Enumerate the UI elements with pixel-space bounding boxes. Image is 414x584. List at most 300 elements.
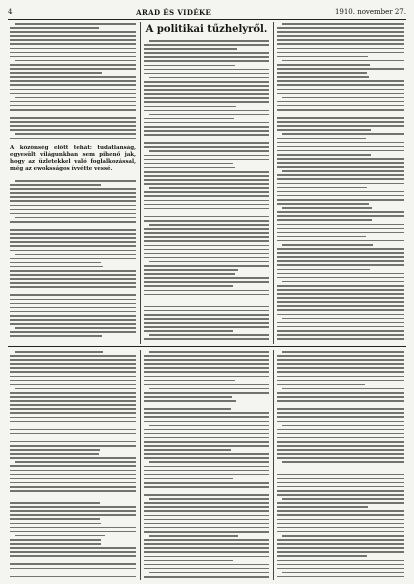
- text-line: [10, 27, 99, 29]
- text-line: [144, 510, 269, 512]
- text-line: [144, 73, 269, 75]
- text-line: [144, 245, 269, 247]
- text-line: [10, 274, 136, 276]
- text-line: [277, 183, 404, 185]
- text-line: [144, 445, 269, 447]
- text-line: [144, 486, 269, 488]
- text-line: [277, 191, 404, 193]
- text-line: [282, 207, 372, 209]
- text-line: [10, 52, 136, 54]
- text-line: [277, 178, 404, 180]
- text-line: [277, 256, 404, 258]
- text-line: [144, 93, 269, 95]
- lower-column-1-text: [10, 351, 136, 580]
- text-line: [10, 80, 136, 82]
- text-line: [10, 355, 136, 357]
- text-line: [10, 400, 136, 402]
- text-line: [144, 355, 269, 357]
- text-line: [277, 371, 404, 373]
- text-line: [277, 478, 404, 480]
- text-line: [277, 248, 404, 250]
- text-line: [277, 101, 404, 103]
- text-line: [277, 441, 404, 443]
- text-line: [277, 380, 404, 382]
- text-line: [277, 162, 404, 164]
- text-line: [277, 555, 367, 557]
- column-divider-3: [140, 350, 141, 580]
- text-line: [10, 109, 136, 111]
- text-line: [277, 309, 404, 311]
- text-line: [277, 355, 404, 357]
- text-line: [10, 363, 136, 365]
- text-line: [277, 285, 404, 287]
- text-line: [10, 105, 136, 107]
- text-line: [282, 97, 404, 99]
- text-line: [10, 125, 136, 127]
- text-line: [144, 326, 269, 328]
- text-line: [144, 502, 269, 504]
- text-line: [277, 215, 404, 217]
- text-line: [282, 498, 404, 500]
- text-line: [10, 396, 136, 398]
- text-line: [15, 217, 136, 219]
- text-line: [10, 502, 100, 504]
- text-line: [10, 64, 136, 66]
- issue-date: 1910. november 27.: [334, 8, 406, 16]
- text-line: [144, 376, 269, 378]
- text-line: [144, 531, 269, 533]
- text-line: [10, 335, 102, 337]
- text-line: [10, 421, 136, 423]
- text-line: [144, 539, 269, 541]
- text-line: [149, 40, 269, 42]
- text-line: [277, 502, 404, 504]
- text-line: [10, 371, 136, 373]
- newspaper-title: ARAD ÉS VIDÉKE: [136, 7, 212, 17]
- text-line: [144, 89, 269, 91]
- text-line: [144, 482, 269, 484]
- text-line: [277, 89, 404, 91]
- text-line: [277, 158, 404, 160]
- text-line: [10, 245, 136, 247]
- text-line: [144, 134, 269, 136]
- text-line: [10, 392, 136, 394]
- text-line: [277, 121, 404, 123]
- text-line: [144, 441, 269, 443]
- text-line: [277, 547, 404, 549]
- page-number: 4: [8, 8, 13, 16]
- text-line: [277, 125, 404, 127]
- text-line: [144, 253, 269, 255]
- text-line: [144, 249, 269, 251]
- text-line: [277, 232, 404, 234]
- text-line: [10, 490, 136, 492]
- text-line: [10, 286, 136, 288]
- text-line: [10, 531, 136, 533]
- text-line: [144, 519, 269, 521]
- text-line: [10, 429, 136, 431]
- text-line: [10, 445, 136, 447]
- text-line: [10, 323, 136, 325]
- column-1-top-text: [10, 23, 136, 143]
- text-line: [144, 330, 233, 332]
- text-line: [277, 412, 404, 414]
- text-line: [277, 539, 404, 541]
- text-line: [277, 219, 372, 221]
- column-2-text: [144, 40, 269, 342]
- text-line: [144, 48, 237, 50]
- text-line: [10, 270, 136, 272]
- text-line: [144, 433, 269, 435]
- text-line: [10, 303, 136, 305]
- text-line: [277, 277, 404, 279]
- text-line: [277, 494, 404, 496]
- text-line: [144, 449, 231, 451]
- text-line: [144, 285, 233, 287]
- text-line: [144, 69, 269, 71]
- text-line: [149, 334, 269, 336]
- text-line: [277, 252, 404, 254]
- text-line: [144, 240, 269, 242]
- text-line: [10, 482, 136, 484]
- text-line: [10, 250, 136, 252]
- text-line: [10, 384, 136, 386]
- text-line: [282, 133, 404, 135]
- text-line: [144, 527, 269, 529]
- text-line: [10, 555, 136, 557]
- text-line: [277, 449, 404, 451]
- text-line: [149, 461, 269, 463]
- text-line: [10, 547, 136, 549]
- text-line: [144, 167, 235, 169]
- text-line: [277, 43, 404, 45]
- header-rule: [8, 19, 406, 20]
- text-line: [15, 351, 103, 353]
- text-line: [277, 453, 404, 455]
- text-line: [10, 457, 136, 459]
- text-line: [144, 122, 269, 124]
- text-line: [15, 388, 136, 390]
- text-line: [277, 84, 404, 86]
- text-line: [144, 85, 269, 87]
- text-line: [144, 277, 269, 279]
- text-line: [277, 568, 404, 570]
- text-line: [149, 498, 269, 500]
- column-divider-1: [140, 22, 141, 344]
- text-line: [10, 121, 136, 123]
- text-line: [15, 327, 136, 329]
- text-line: [144, 551, 269, 553]
- text-line: [10, 470, 136, 472]
- text-line: [277, 396, 404, 398]
- text-line: [10, 376, 136, 378]
- text-line: [10, 299, 136, 301]
- text-line: [15, 254, 136, 256]
- text-line: [144, 163, 233, 165]
- bold-passage: A közönség előtt tehát: tudatlanság, egyesült világunkban sem pihenő jak, hogy az üzletekkel való foglalkozással, még az ewoksságos ívvétte vessé.: [10, 145, 136, 172]
- text-line: [10, 266, 103, 268]
- text-line: [10, 412, 136, 414]
- text-line: [144, 175, 269, 177]
- text-line: [277, 408, 404, 410]
- text-line: [10, 576, 136, 578]
- text-line: [144, 367, 269, 369]
- text-line: [10, 258, 136, 260]
- text-line: [10, 213, 136, 215]
- text-line: [144, 494, 269, 496]
- text-line: [10, 196, 136, 198]
- text-line: [144, 269, 238, 271]
- text-line: [144, 523, 269, 525]
- text-line: [282, 425, 404, 427]
- text-line: [277, 322, 404, 324]
- text-line: [144, 543, 269, 545]
- text-line: [277, 551, 404, 553]
- text-line: [277, 363, 404, 365]
- text-line: [282, 281, 404, 283]
- text-line: [277, 228, 404, 230]
- text-line: [277, 150, 404, 152]
- text-line: [144, 453, 269, 455]
- section-rule: [8, 346, 406, 347]
- column-3-text: [277, 23, 404, 342]
- text-line: [277, 301, 404, 303]
- text-line: [277, 68, 404, 70]
- text-line: [277, 326, 404, 328]
- text-line: [144, 322, 269, 324]
- text-line: [144, 110, 269, 112]
- text-line: [144, 273, 235, 275]
- text-line: [277, 486, 404, 488]
- text-line: [15, 535, 105, 537]
- text-line: [10, 188, 136, 190]
- column-1-bold-block: [10, 145, 136, 177]
- text-line: [149, 150, 269, 152]
- text-line: [144, 130, 269, 132]
- text-line: [144, 118, 234, 120]
- text-line: [144, 146, 269, 148]
- text-line: [10, 294, 136, 296]
- text-line: [144, 228, 269, 230]
- text-line: [277, 187, 367, 189]
- text-line: [144, 159, 269, 161]
- page-header: [8, 6, 406, 18]
- text-line: [144, 359, 269, 361]
- text-line: [277, 80, 404, 82]
- text-line: [10, 563, 136, 565]
- text-line: [277, 240, 404, 242]
- text-line: [10, 433, 136, 435]
- text-line: [10, 72, 102, 74]
- article-headline: A politikai tűzhelyről.: [145, 24, 268, 35]
- text-line: [10, 404, 136, 406]
- text-line: [277, 224, 404, 226]
- text-line: [277, 359, 404, 361]
- text-line: [149, 572, 269, 574]
- text-line: [144, 126, 269, 128]
- text-line: [149, 77, 269, 79]
- text-line: [144, 318, 269, 320]
- text-line: [144, 396, 232, 398]
- text-line: [144, 81, 269, 83]
- text-line: [144, 408, 231, 410]
- text-line: [277, 305, 404, 307]
- text-line: [10, 48, 136, 50]
- text-line: [277, 400, 404, 402]
- text-line: [15, 97, 136, 99]
- text-line: [10, 551, 136, 553]
- text-line: [277, 506, 368, 508]
- text-line: [277, 531, 404, 533]
- text-line: [15, 180, 136, 182]
- text-line: [277, 174, 404, 176]
- text-line: [10, 523, 101, 525]
- text-line: [277, 142, 404, 144]
- text-line: [10, 478, 136, 480]
- text-line: [277, 273, 404, 275]
- text-line: [277, 76, 369, 78]
- text-line: [277, 314, 404, 316]
- text-line: [144, 310, 269, 312]
- text-line: [277, 490, 404, 492]
- text-line: [10, 441, 136, 443]
- text-line: [10, 282, 136, 284]
- text-line: [149, 114, 269, 116]
- text-line: [10, 237, 136, 239]
- text-line: [282, 318, 404, 320]
- text-line: [277, 437, 404, 439]
- text-line: [277, 297, 404, 299]
- text-line: [144, 466, 269, 468]
- text-line: [144, 371, 269, 373]
- text-line: [277, 576, 404, 578]
- text-line: [277, 269, 370, 271]
- text-line: [10, 568, 136, 570]
- text-line: [10, 31, 136, 33]
- text-line: [282, 351, 404, 353]
- text-line: [144, 257, 269, 259]
- text-line: [277, 109, 404, 111]
- text-line: [15, 23, 136, 25]
- text-line: [144, 429, 269, 431]
- text-line: [277, 543, 404, 545]
- text-line: [15, 133, 136, 135]
- text-line: [144, 478, 233, 480]
- text-line: [10, 453, 99, 455]
- text-line: [277, 338, 404, 340]
- text-line: [277, 523, 404, 525]
- text-line: [10, 311, 136, 313]
- text-line: [10, 510, 136, 512]
- text-line: [144, 294, 269, 296]
- text-line: [144, 60, 269, 62]
- column-1-bottom-text: [10, 180, 136, 342]
- text-line: [282, 535, 404, 537]
- text-line: [10, 543, 101, 545]
- text-line: [144, 155, 269, 157]
- text-line: [144, 568, 269, 570]
- text-line: [10, 84, 136, 86]
- text-line: [10, 367, 136, 369]
- text-line: [277, 236, 366, 238]
- text-line: [277, 392, 404, 394]
- column-divider-2: [273, 22, 274, 344]
- text-line: [10, 465, 136, 467]
- text-line: [277, 421, 404, 423]
- text-line: [144, 314, 269, 316]
- text-line: [144, 412, 269, 414]
- text-line: [10, 184, 101, 186]
- text-line: [10, 233, 136, 235]
- text-line: [144, 547, 269, 549]
- text-line: [10, 315, 136, 317]
- text-line: [144, 338, 269, 340]
- text-line: [10, 192, 136, 194]
- text-line: [277, 514, 404, 516]
- text-line: [10, 514, 136, 516]
- text-line: [10, 221, 136, 223]
- text-line: [277, 416, 404, 418]
- text-line: [15, 461, 136, 463]
- text-line: [10, 474, 136, 476]
- text-line: [144, 560, 233, 562]
- text-line: [144, 142, 269, 144]
- text-line: [10, 417, 136, 419]
- text-line: [149, 224, 269, 226]
- text-line: [277, 52, 404, 54]
- text-line: [144, 556, 269, 558]
- text-line: [277, 31, 404, 33]
- text-line: [10, 117, 136, 119]
- text-line: [144, 416, 269, 418]
- text-line: [10, 35, 136, 37]
- text-line: [10, 101, 136, 103]
- text-line: [277, 35, 404, 37]
- lower-column-3-text: [277, 351, 404, 580]
- text-line: [277, 560, 404, 562]
- text-line: [277, 367, 404, 369]
- text-line: [149, 425, 269, 427]
- text-line: [277, 39, 404, 41]
- text-line: [10, 76, 136, 78]
- text-line: [10, 408, 136, 410]
- text-line: [10, 262, 101, 264]
- text-line: [10, 449, 100, 451]
- text-line: [277, 203, 369, 205]
- text-line: [277, 482, 404, 484]
- text-line: [10, 68, 136, 70]
- text-line: [144, 179, 269, 181]
- text-line: [149, 187, 269, 189]
- text-line: [10, 241, 136, 243]
- text-line: [277, 293, 404, 295]
- text-line: [144, 290, 269, 292]
- text-line: [277, 376, 404, 378]
- text-line: [10, 93, 136, 95]
- text-line: [277, 433, 404, 435]
- text-line: [144, 576, 269, 578]
- text-line: [277, 264, 404, 266]
- text-line: [144, 392, 269, 394]
- text-line: [10, 359, 136, 361]
- text-line: [10, 56, 136, 58]
- text-line: [277, 129, 371, 131]
- text-line: [277, 93, 404, 95]
- text-line: [10, 278, 136, 280]
- text-line: [144, 236, 269, 238]
- text-line: [144, 97, 269, 99]
- text-line: [10, 380, 136, 382]
